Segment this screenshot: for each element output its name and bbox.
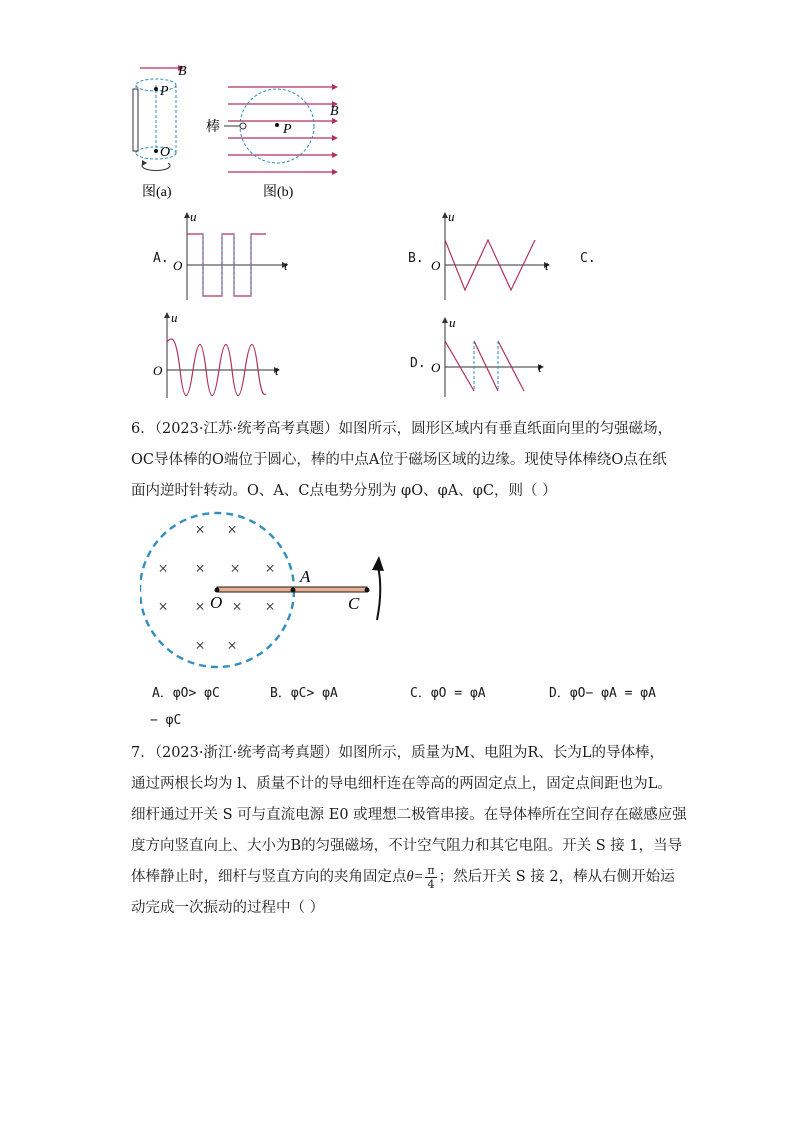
axis-t-C: t	[275, 363, 279, 378]
fig-b-caption: 图(b)	[263, 185, 294, 200]
axis-t-B: t	[545, 258, 549, 273]
label-rod: 棒	[206, 120, 220, 135]
q6-source: （2023·江苏·统考高考真题）	[154, 421, 339, 437]
rotation-arrow-icon	[142, 163, 170, 171]
field-cross: ×	[232, 597, 242, 616]
q6-option-B[interactable]: B．φC> φA	[270, 686, 338, 701]
axis-O-D: O	[431, 360, 441, 375]
axis-t-D: t	[538, 360, 542, 375]
question-6-text	[131, 414, 671, 507]
field-cross: ×	[158, 597, 168, 616]
point-O: O	[210, 593, 223, 612]
axis-u-C: u	[171, 310, 178, 325]
q7-line5-b: ；然后开关 S 接 2，棒从右侧开始运	[438, 869, 675, 885]
field-cross: ×	[195, 636, 205, 655]
q6-option-D-continued: − φC	[150, 713, 182, 728]
rod-a	[133, 89, 138, 151]
field-cross: ×	[227, 520, 237, 539]
q7-line6: 动完成一次振动的过程中（ ）	[131, 900, 325, 916]
q7-line2: 通过两根长均为 l、质量不计的导电细杆连在等高的两固定点上，固定点间距也为L。	[131, 776, 672, 792]
q6-line1	[131, 414, 671, 445]
q7-line5-a: 体棒静止时，细杆与竖直方向的夹角固定点	[131, 869, 407, 885]
graph-A	[170, 210, 300, 305]
q6-line3: 面内逆时针转动。O、A、C点电势分别为 φO、φA、φC，则（ ）	[131, 483, 557, 499]
field-cross: ×	[195, 520, 205, 539]
field-cross: ×	[265, 559, 275, 578]
field-cross: ×	[195, 559, 205, 578]
label-P-b: P	[283, 122, 292, 137]
field-cross: ×	[158, 559, 168, 578]
field-cross: ×	[230, 559, 240, 578]
q7-fraction	[425, 864, 436, 891]
option-D-graph-label: D.	[410, 356, 426, 371]
q6-option-A[interactable]: A．φO> φC	[152, 686, 220, 701]
figure-a	[133, 64, 187, 200]
q6-option-C[interactable]: C．φO = φA	[410, 686, 486, 701]
option-A-graph-label: A.	[153, 251, 169, 266]
figure-q6	[140, 508, 400, 678]
axis-t-A: t	[284, 258, 288, 273]
field-cross: ×	[195, 597, 205, 616]
option-B-graph-label: B.	[408, 251, 424, 266]
q6-line2: OC导体棒的O端位于圆心，棒的中点A位于磁场区域的边缘。现使导体棒绕O点在纸	[131, 452, 667, 468]
graph-C	[150, 310, 290, 402]
fig-a-caption: 图(a)	[142, 185, 172, 200]
option-C-graph-label: C.	[580, 251, 596, 266]
q7-line5	[131, 862, 675, 893]
graph-B	[428, 210, 558, 305]
figure-a-b	[120, 55, 360, 205]
axis-O-C: O	[153, 363, 163, 378]
rod-b	[240, 123, 246, 129]
q7-line4: 度方向竖直向上、大小为B的匀强磁场，不计空气阻力和其它电阻。开关 S 接 1，当导	[131, 838, 683, 854]
label-P-a: P	[160, 84, 169, 99]
q7-line1: 7．（2023·浙江·统考高考真题）如图所示，质量为M、电阻为R、长为L的导体棒，	[131, 745, 664, 761]
q6-line1-rest: 如图所示，圆形区域内有垂直纸面向里的匀强磁场，	[338, 421, 673, 437]
curve-D	[445, 341, 524, 391]
axis-u-D: u	[449, 315, 456, 330]
figure-b	[206, 84, 339, 200]
axis-u-B: u	[448, 210, 455, 224]
rotation-direction-arrow-icon	[377, 566, 380, 620]
field-cross: ×	[265, 597, 275, 616]
q7-frac-num: π	[427, 863, 435, 877]
q6-option-D[interactable]: D．φO− φA = φA	[549, 686, 656, 701]
q6-number: 6．	[131, 421, 155, 437]
axis-O-B: O	[431, 258, 441, 273]
axis-O-A: O	[173, 258, 183, 273]
graph-D	[428, 315, 558, 400]
point-C: C	[348, 594, 360, 613]
axis-u-A: u	[190, 210, 197, 224]
q7-line3: 细杆通过开关 S 可与直流电源 E0 或理想二极管串接。在导体棒所在空间存在磁感应强	[131, 807, 687, 823]
curve-C	[167, 339, 266, 396]
field-cross: ×	[227, 636, 237, 655]
q7-theta: θ=	[406, 869, 424, 885]
point-A: A	[300, 567, 311, 586]
question-7-text	[131, 738, 687, 924]
label-B-a: B	[178, 64, 187, 79]
q7-frac-den: 4	[427, 877, 435, 891]
label-O-a: O	[160, 145, 171, 160]
label-B-b: B	[330, 104, 339, 119]
